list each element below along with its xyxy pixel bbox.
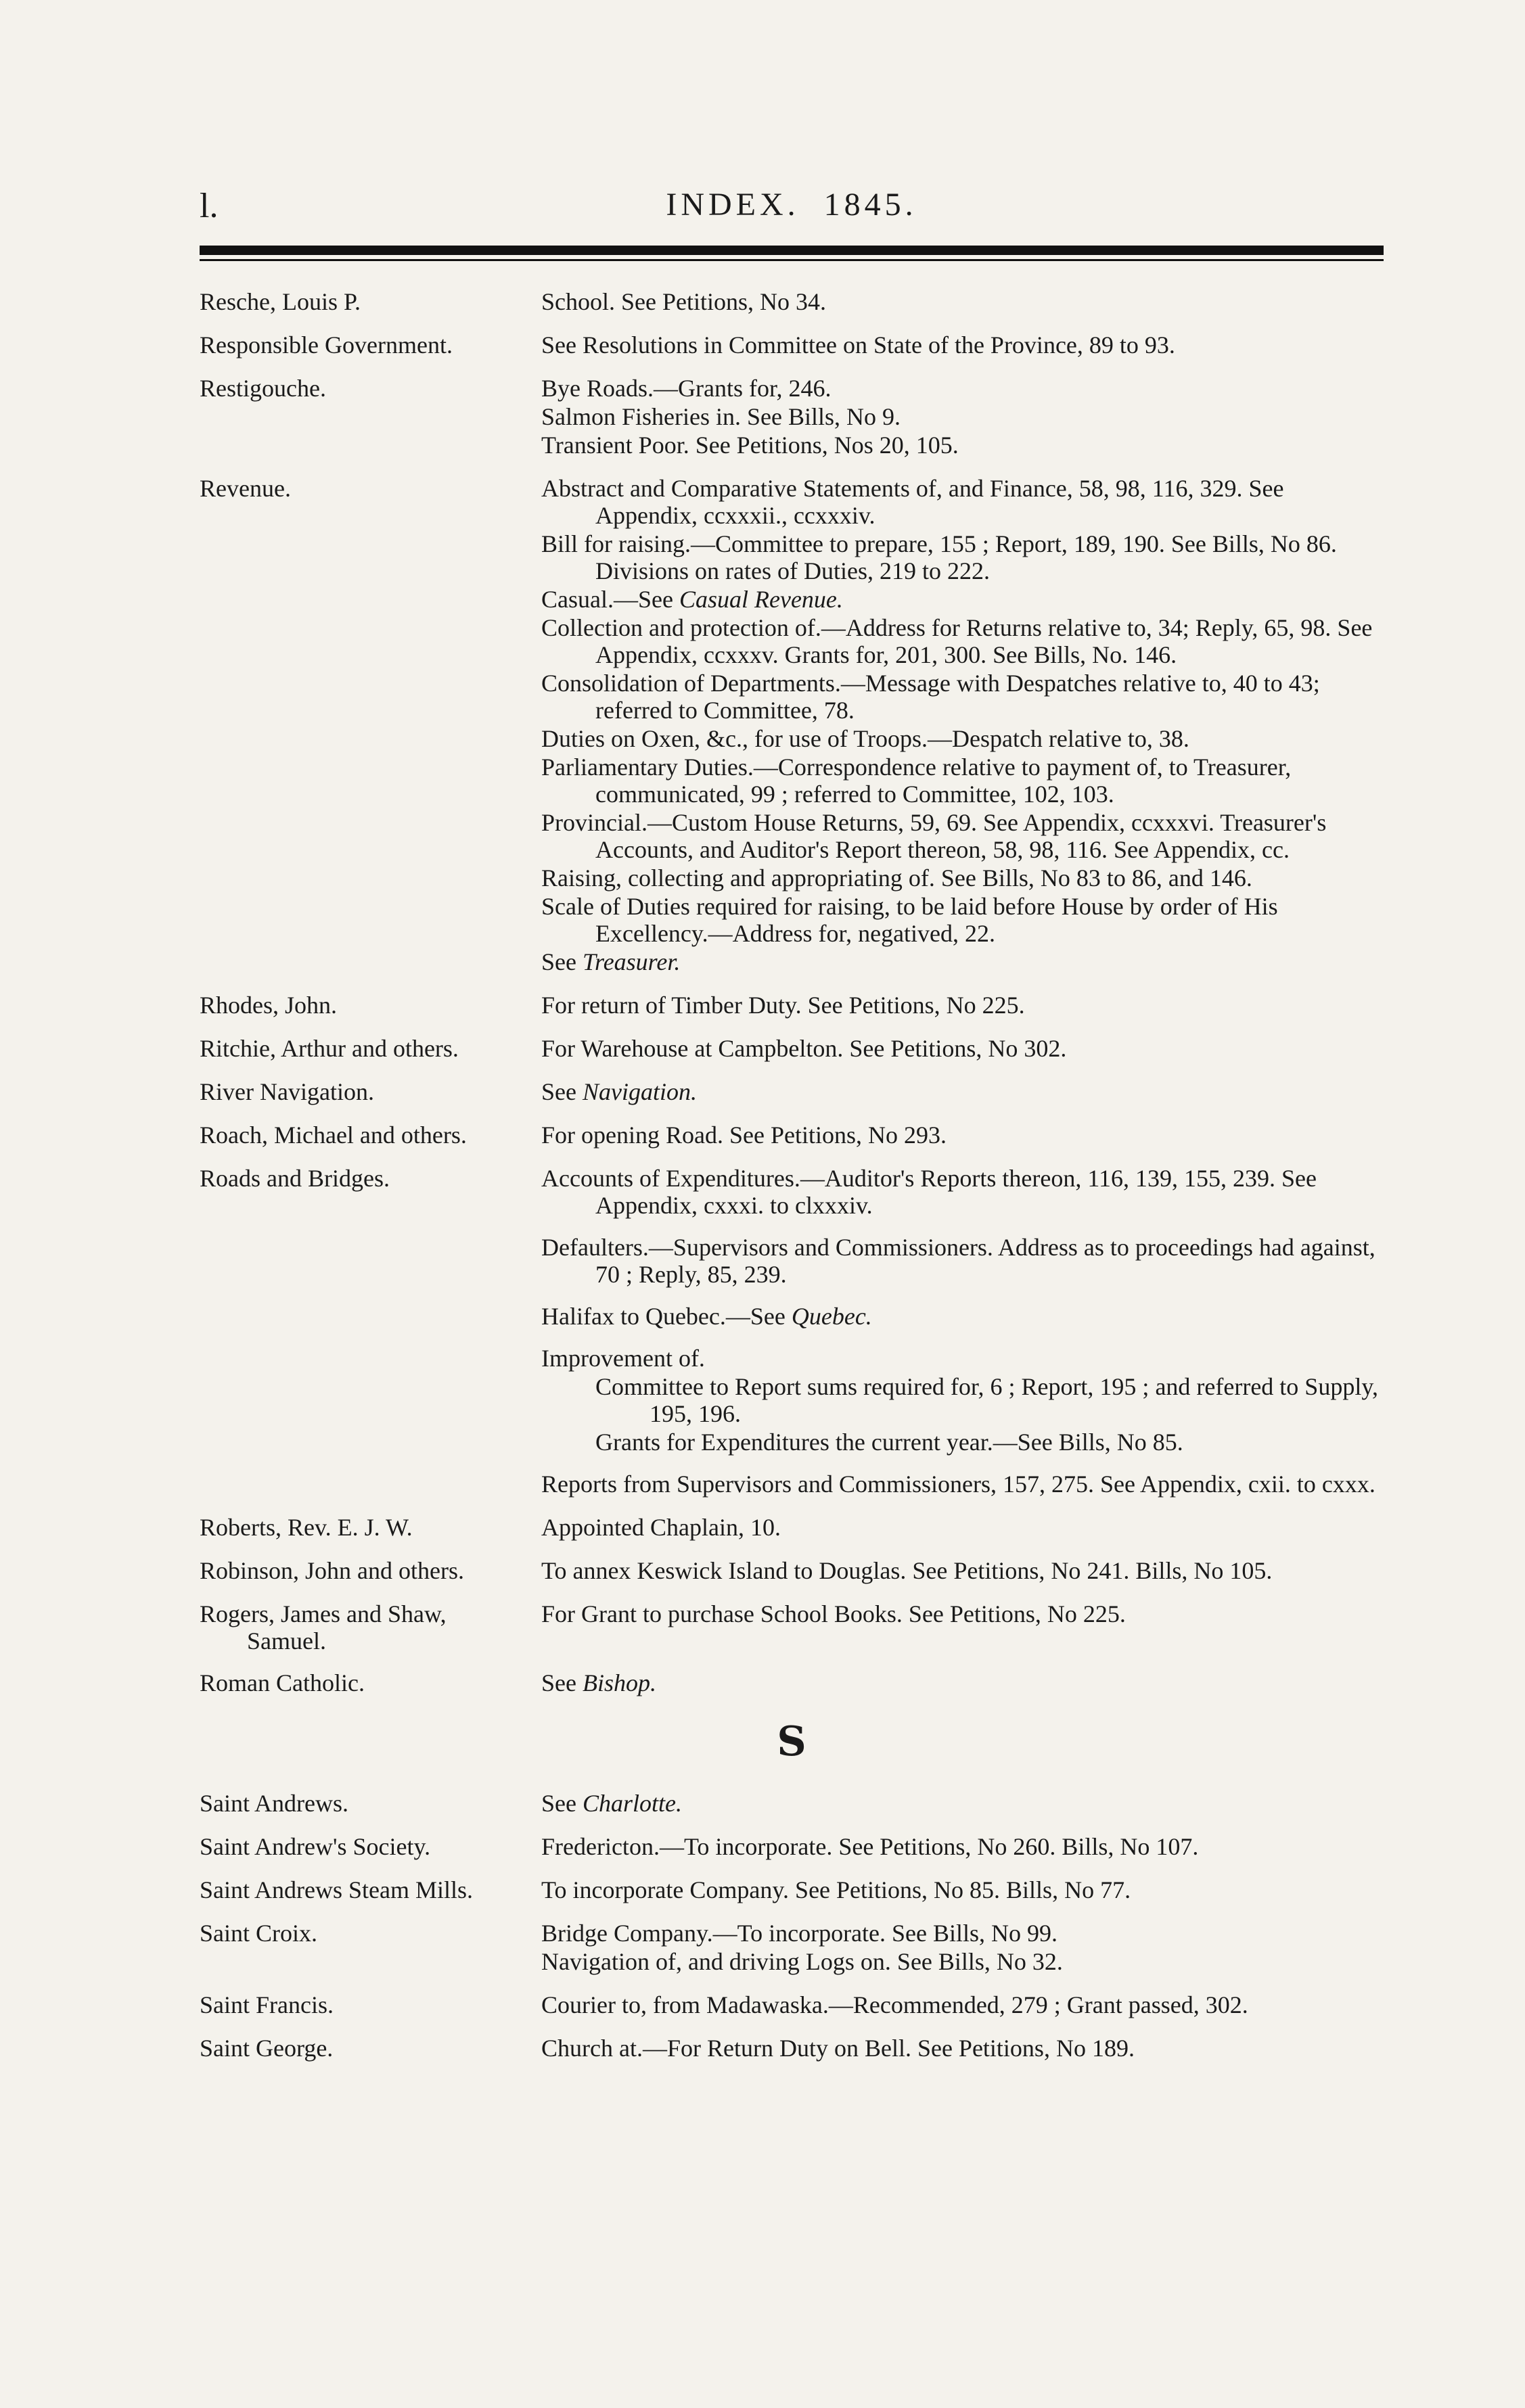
index-entry	[200, 1078, 1384, 1107]
entry-subref: Grants for Expenditures the current year.—See Bills, No 85.	[595, 1429, 1183, 1456]
entry-term: Robinson, John and others.	[200, 1557, 464, 1584]
entry-subref: Committee to Report sums required for, 6 ; Report, 195 ; and referred to Supply, 195, 196.	[595, 1373, 1378, 1427]
entry-ref: Scale of Duties required for raising, to be laid before House by order of His Excellency.—Address for, negatived, 22.	[541, 893, 1278, 947]
entry-ref	[541, 1790, 1384, 1817]
index-entry	[200, 1600, 1384, 1654]
index-entry	[200, 1920, 1384, 1976]
index-entry	[200, 1514, 1384, 1542]
entry-ref: Courier to, from Madawaska.—Recommended, 279 ; Grant passed, 302.	[541, 1991, 1248, 2018]
entry-term: Saint Andrews.	[200, 1790, 348, 1817]
index-entry	[200, 375, 1384, 460]
index-entry	[200, 331, 1384, 360]
entry-ref: School. See Petitions, No 34.	[541, 288, 826, 315]
index-entry	[200, 475, 1384, 977]
page-number: l.	[200, 187, 219, 225]
entry-term: Saint Croix.	[200, 1920, 318, 1947]
entry-term: Saint Andrews Steam Mills.	[200, 1876, 473, 1903]
entry-ref: Bill for raising.—Committee to prepare, 155 ; Report, 189, 190. See Bills, No 86. Divisions on rates of Duties, 219 to 222.	[541, 530, 1337, 584]
ref-prefix: Halifax to Quebec.—See	[541, 1303, 792, 1330]
ref-prefix: See	[541, 948, 583, 975]
term-text: Rogers, James and Shaw,	[200, 1600, 447, 1627]
entry-term: Restigouche.	[200, 375, 326, 402]
ref-italic: Quebec.	[791, 1303, 872, 1330]
entry-ref: Reports from Supervisors and Commissioners, 157, 275. See Appendix, cxii. to cxxx.	[541, 1471, 1375, 1498]
entry-ref: Parliamentary Duties.—Correspondence relative to payment of, to Treasurer, communicated, 99 ; referred to Committee, 102, 103.	[541, 754, 1292, 808]
entry-ref: See Resolutions in Committee on State of the Province, 89 to 93.	[541, 331, 1175, 358]
ref-prefix: See	[541, 1078, 583, 1105]
ref-prefix: See	[541, 1669, 583, 1696]
index-entry	[200, 1035, 1384, 1063]
entry-term: Ritchie, Arthur and others.	[200, 1035, 459, 1062]
entry-term: Roberts, Rev. E. J. W.	[200, 1514, 413, 1541]
entry-ref	[541, 1669, 1384, 1696]
index-entry	[200, 1669, 1384, 1698]
entry-ref	[541, 948, 1384, 975]
entry-ref: Raising, collecting and appropriating of. See Bills, No 83 to 86, and 146.	[541, 864, 1252, 892]
index-entry	[200, 1557, 1384, 1585]
entry-term: Rhodes, John.	[200, 992, 338, 1019]
entry-ref	[541, 586, 1384, 613]
ref-prefix: Casual.—See	[541, 586, 679, 613]
page-title	[200, 186, 1384, 223]
entry-ref: Appointed Chaplain, 10.	[541, 1514, 781, 1541]
entry-ref	[541, 1303, 1384, 1330]
entry-term: River Navigation.	[200, 1078, 374, 1105]
index-entry	[200, 1833, 1384, 1861]
entry-term: Saint Francis.	[200, 1991, 334, 2018]
index-entry	[200, 1876, 1384, 1905]
index-entry	[200, 1991, 1384, 2020]
entry-ref: Defaulters.—Supervisors and Commissioners. Address as to proceedings had against, 70 ; Reply, 85, 239.	[541, 1234, 1375, 1288]
title-year: 1845.	[823, 187, 917, 223]
index-entry	[200, 992, 1384, 1020]
entry-ref	[541, 1078, 1384, 1105]
entry-ref: To annex Keswick Island to Douglas. See Petitions, No 241. Bills, No 105.	[541, 1557, 1273, 1584]
index-entry	[200, 2035, 1384, 2063]
entry-ref: For Warehouse at Campbelton. See Petitions, No 302.	[541, 1035, 1067, 1062]
term-continuation: Samuel.	[247, 1627, 326, 1654]
section-letter: S	[777, 1718, 806, 1765]
entry-term: Revenue.	[200, 475, 291, 502]
entry-term: Roach, Michael and others.	[200, 1121, 467, 1149]
entry-ref: Church at.—For Return Duty on Bell. See Petitions, No 189.	[541, 2035, 1135, 2062]
entry-ref: Salmon Fisheries in. See Bills, No 9.	[541, 403, 901, 430]
entry-ref: Accounts of Expenditures.—Auditor's Reports thereon, 116, 139, 155, 239. See Appendix, cxxxi. to clxxxiv.	[541, 1165, 1317, 1219]
ref-italic: Treasurer.	[582, 948, 681, 975]
ref-italic: Casual Revenue.	[679, 586, 843, 613]
ref-italic: Bishop.	[582, 1669, 656, 1696]
entry-ref: Abstract and Comparative Statements of, and Finance, 58, 98, 116, 329. See Appendix, ccxxxii., ccxxxiv.	[541, 475, 1284, 529]
entry-ref: Improvement of.	[541, 1345, 705, 1372]
page-header	[200, 186, 1384, 233]
index-page	[200, 186, 1384, 2078]
entry-term: Resche, Louis P.	[200, 288, 361, 315]
entry-term: Roads and Bridges.	[200, 1165, 390, 1192]
header-rule-thick	[200, 246, 1384, 255]
header-rule-thin	[200, 259, 1384, 261]
index-entry	[200, 1790, 1384, 1818]
entry-term: Responsible Government.	[200, 331, 453, 358]
ref-prefix: See	[541, 1790, 583, 1817]
entry-ref: For Grant to purchase School Books. See Petitions, No 225.	[541, 1600, 1126, 1627]
index-entry	[200, 288, 1384, 317]
title-text: INDEX.	[666, 187, 800, 223]
index-entry	[200, 1165, 1384, 1499]
entry-ref: Consolidation of Departments.—Message with Despatches relative to, 40 to 43; referred to Committee, 78.	[541, 670, 1320, 724]
index-entry	[200, 1121, 1384, 1150]
entry-ref: Provincial.—Custom House Returns, 59, 69. See Appendix, ccxxxvi. Treasurer's Accounts, and Auditor's Report thereon, 58, 98, 116. See Appendix, cc.	[541, 809, 1327, 863]
entry-ref: Bridge Company.—To incorporate. See Bills, No 99.	[541, 1920, 1058, 1947]
entry-ref: For return of Timber Duty. See Petitions, No 225.	[541, 992, 1025, 1019]
entry-ref: To incorporate Company. See Petitions, No 85. Bills, No 77.	[541, 1876, 1131, 1903]
entry-ref: Transient Poor. See Petitions, Nos 20, 105.	[541, 432, 959, 459]
entry-term: Saint George.	[200, 2035, 334, 2062]
entry-ref: Bye Roads.—Grants for, 246.	[541, 375, 832, 402]
ref-italic: Charlotte.	[582, 1790, 682, 1817]
entry-term: Roman Catholic.	[200, 1669, 365, 1696]
entry-ref: Collection and protection of.—Address for Returns relative to, 34; Reply, 65, 98. See Appendix, ccxxxv. Grants for, 201, 300. See Bills, No. 146.	[541, 614, 1373, 668]
entry-ref: Duties on Oxen, &c., for use of Troops.—Despatch relative to, 38.	[541, 725, 1189, 752]
entry-ref: Fredericton.—To incorporate. See Petitions, No 260. Bills, No 107.	[541, 1833, 1199, 1860]
entry-term	[200, 1600, 541, 1654]
entry-ref: For opening Road. See Petitions, No 293.	[541, 1121, 947, 1149]
entry-ref: Navigation of, and driving Logs on. See Bills, No 32.	[541, 1948, 1063, 1975]
ref-italic: Navigation.	[582, 1078, 697, 1105]
entry-term: Saint Andrew's Society.	[200, 1833, 431, 1860]
